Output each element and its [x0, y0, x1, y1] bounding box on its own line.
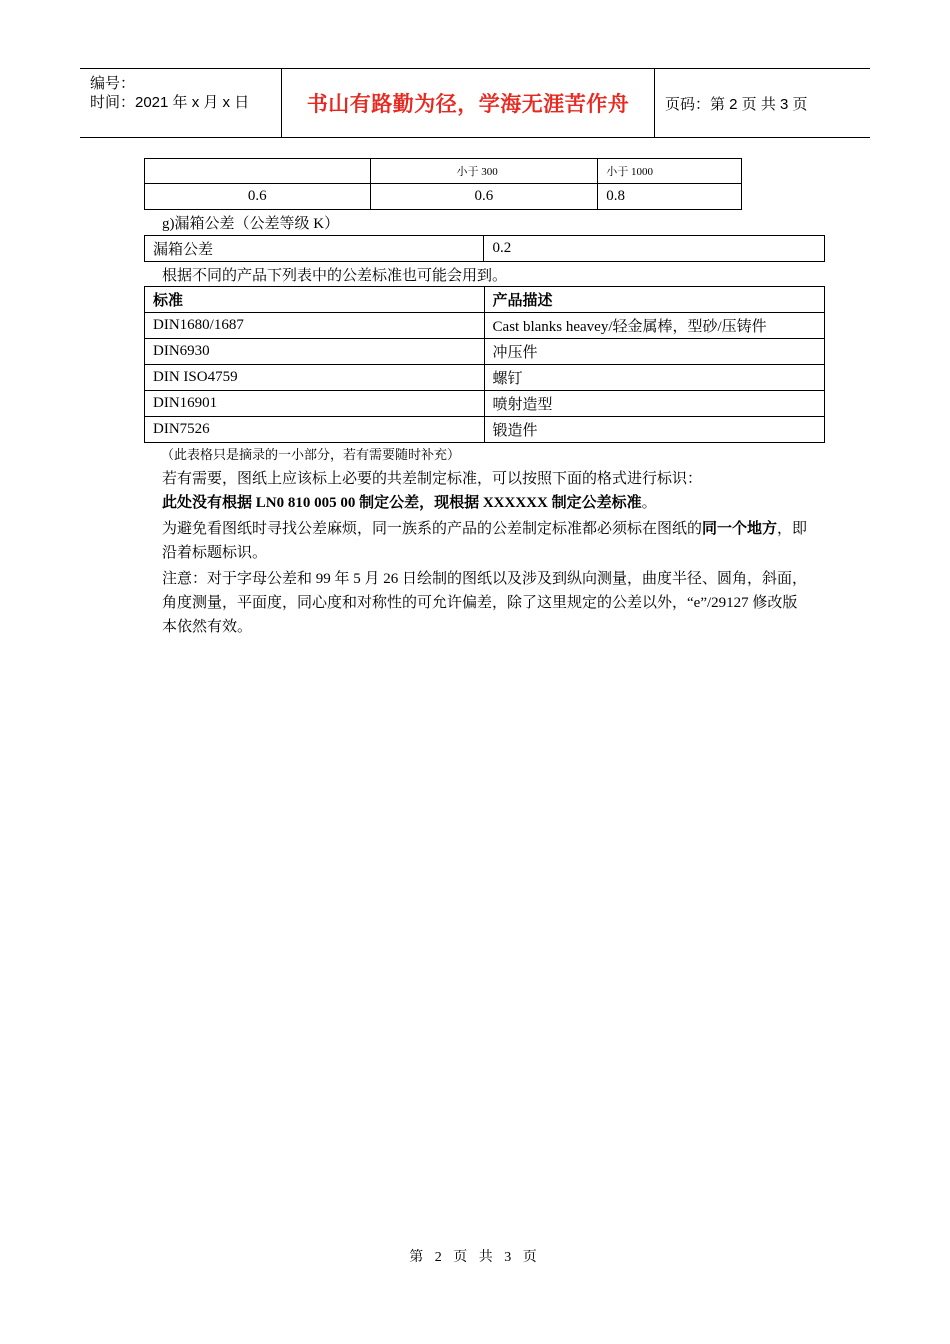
table-cell: 螺钉 [484, 365, 824, 391]
leak-box-tolerance-table [144, 235, 825, 262]
table-cell: 锻造件 [484, 417, 824, 443]
paragraph-2-end: 。 [641, 495, 657, 511]
paragraph-3-end: ，即沿着标题标识。 [162, 521, 808, 561]
table-header-row [145, 287, 825, 313]
column-header: 产品描述 [484, 287, 824, 313]
paragraph-3-bold: 同一个地方 [702, 521, 778, 537]
tolerance-table [144, 158, 742, 210]
time-label: 时间：2021 年 x 月 x 日 [90, 94, 250, 111]
paragraph-2 [162, 491, 812, 515]
page-footer [0, 1246, 950, 1266]
table-row [145, 417, 825, 443]
table-cell: 小于 1000 [598, 159, 742, 184]
table-row [145, 365, 825, 391]
table-cell: Cast blanks heavey/轻金属棒，型砂/压铸件 [484, 313, 824, 339]
paragraph-4: 注意：对于字母公差和 99 年 5 月 26 日绘制的图纸以及涉及到纵向测量，曲度半径、圆角，斜面，角度测量，平面度，同心度和对称性的可允许偏差，除了这里规定的公差以外，“e”/29127 修改版本依然有效。 [162, 571, 808, 635]
table-cell: DIN6930 [145, 339, 485, 365]
footer-page-number: 第 2 页 共 3 页 [409, 1250, 541, 1265]
table-cell: 0.6 [370, 184, 598, 210]
table-cell: 0.8 [598, 184, 742, 210]
header-page-cell [655, 69, 870, 137]
column-header: 标准 [145, 287, 485, 313]
standards-table [144, 286, 825, 443]
header-motto-cell [282, 69, 655, 137]
table-cell: DIN16901 [145, 391, 485, 417]
table-cell: 漏箱公差 [145, 236, 484, 262]
table-row [145, 313, 825, 339]
table-cell: 0.2 [484, 236, 825, 262]
paragraph-1: 若有需要，图纸上应该标上必要的共差制定标准，可以按照下面的格式进行标识： [162, 471, 703, 487]
paragraph-3 [162, 517, 812, 565]
table-cell: 冲压件 [484, 339, 824, 365]
number-label: 编号： [90, 75, 136, 92]
paragraph-2-bold: 此处没有根据 LN0 810 005 00 制定公差，现根据 XXXXXX 制定公差标准 [162, 495, 642, 511]
table-cell: DIN1680/1687 [145, 313, 485, 339]
table-cell: DIN ISO4759 [145, 365, 485, 391]
table-row [145, 184, 742, 210]
table-cell [145, 159, 371, 184]
page-info: 页码：第 2 页 共 3 页 [665, 95, 808, 113]
header-left-cell [80, 69, 282, 137]
table-row [145, 236, 825, 262]
table-row [145, 391, 825, 417]
table-cell: 喷射造型 [484, 391, 824, 417]
motto-text: 书山有路勤为径，学海无涯苦作舟 [306, 92, 630, 116]
intro-line: 根据不同的产品下列表中的公差标准也可能会用到。 [162, 268, 508, 284]
table-cell: DIN7526 [145, 417, 485, 443]
paragraph-3-start: 为避免看图纸时寻找公差麻烦，同一族系的产品的公差制定标准都必须标在图纸的 [162, 521, 703, 537]
table-note: （此表格只是摘录的一小部分，若有需要随时补充） [161, 447, 461, 462]
page-header [80, 68, 870, 138]
table-row [145, 159, 742, 184]
table-cell: 小于 300 [370, 159, 598, 184]
table-cell: 0.6 [145, 184, 371, 210]
section-g-heading: g)漏箱公差（公差等级 K） [162, 216, 340, 232]
table-row [145, 339, 825, 365]
